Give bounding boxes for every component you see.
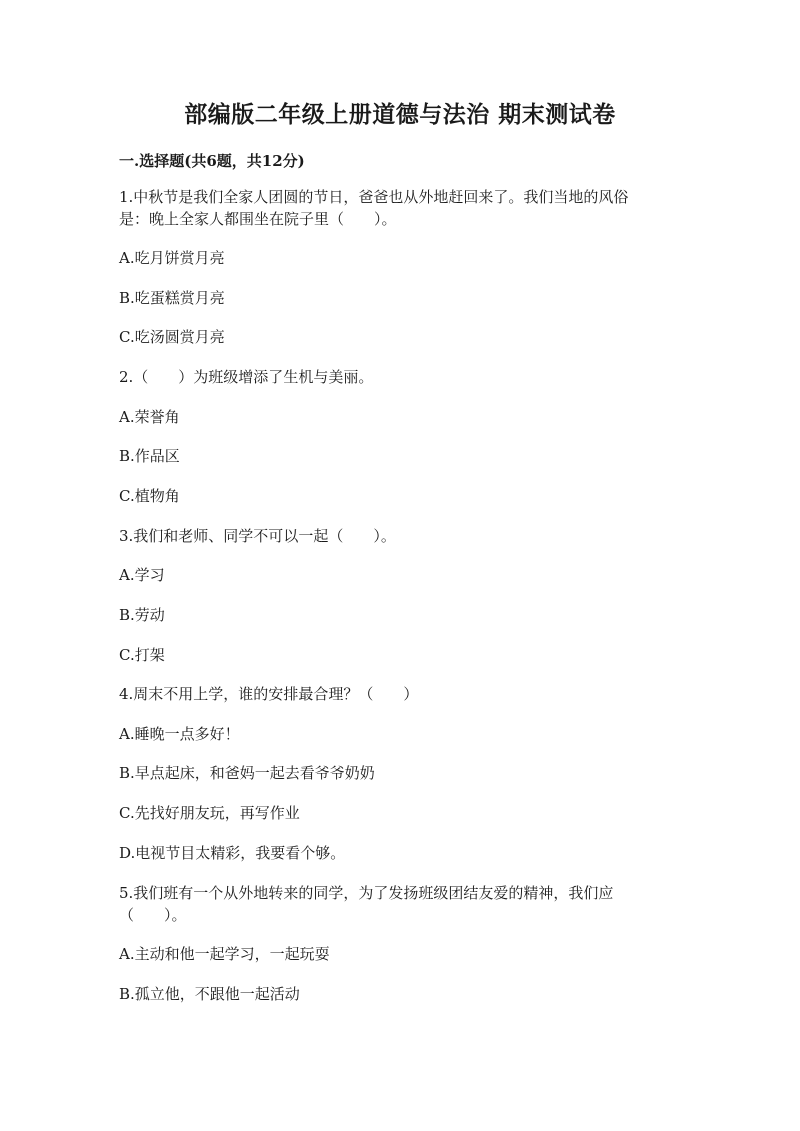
- question-4-option-d: D.电视节目太精彩，我要看个够。: [119, 844, 346, 862]
- question-2-stem-line-1: 2.（ ）为班级增添了生机与美丽。: [119, 368, 374, 386]
- question-1-stem-line-2: 是：晚上全家人都围坐在院子里（ ）。: [119, 210, 397, 228]
- question-5-option-a: A.主动和他一起学习，一起玩耍: [119, 945, 330, 963]
- question-1-option-b: B.吃蛋糕赏月亮: [119, 289, 225, 307]
- question-3-stem-line-1: 3.我们和老师、同学不可以一起（ ）。: [119, 527, 396, 545]
- question-5-option-b: B.孤立他，不跟他一起活动: [119, 985, 300, 1003]
- question-4-option-b: B.早点起床，和爸妈一起去看爷爷奶奶: [119, 764, 375, 782]
- question-3-option-b: B.劳动: [119, 606, 165, 624]
- question-2-option-a: A.荣誉角: [119, 408, 180, 426]
- page-title: 部编版二年级上册道德与法治 期末测试卷: [184, 101, 616, 128]
- question-4-stem-line-1: 4.周末不用上学，谁的安排最合理？（ ）: [119, 685, 419, 703]
- question-1-option-a: A.吃月饼赏月亮: [119, 249, 225, 267]
- section-heading: 一.选择题(共6题，共12分): [119, 152, 305, 170]
- question-3-option-c: C.打架: [119, 646, 165, 664]
- question-5-stem-line-2: （ ）。: [119, 906, 187, 924]
- question-1-option-c: C.吃汤圆赏月亮: [119, 328, 225, 346]
- question-3-option-a: A.学习: [119, 566, 165, 584]
- question-2-option-c: C.植物角: [119, 487, 180, 505]
- question-2-option-b: B.作品区: [119, 447, 180, 465]
- question-5-stem-line-1: 5.我们班有一个从外地转来的同学，为了发扬班级团结友爱的精神，我们应: [119, 884, 614, 902]
- question-4-option-c: C.先找好朋友玩，再写作业: [119, 804, 300, 822]
- question-1-stem-line-1: 1.中秋节是我们全家人团圆的节日，爸爸也从外地赶回来了。我们当地的风俗: [119, 188, 629, 206]
- question-4-option-a: A.睡晚一点多好！: [119, 725, 240, 743]
